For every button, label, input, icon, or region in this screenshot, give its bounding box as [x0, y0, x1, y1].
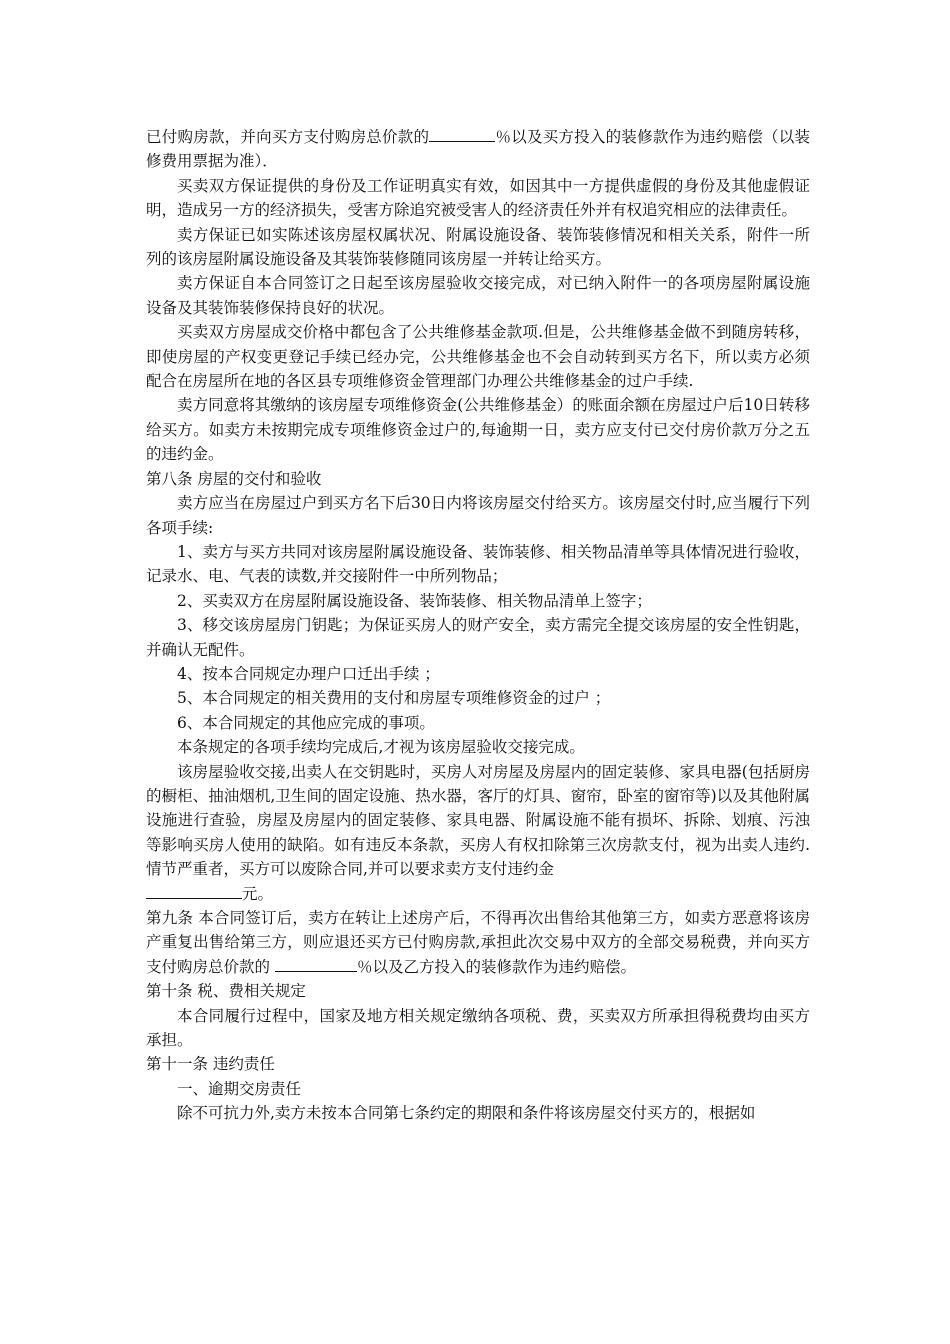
paragraph-maintenance-fund: 买卖双方房屋成交价格中都包含了公共维修基金款项.但是，公共维修基金做不到随房转移，即使房屋的产权变更登记手续已经办完，公共维修基金也不会自动转到买方名下，所以卖方必须配合在房屋所在地的各区县专项维修资金管理部门办理公共维修基金的过户手续.: [146, 323, 810, 391]
list-item-2: 2、买卖双方在房屋附属设施设备、装饰装修、相关物品清单上签字；: [177, 591, 652, 610]
article-9: 第九条 本合同签订后，卖方在转让上述房产后，不得再次出售给其他第三方，如卖方恶意将该房产重复出售给第三方，则应退还买方已付购房款,承担此次交易中双方的全部交易税费，并向买方支付购房总价款的 ％以及乙方投入的装修款作为违约赔偿。: [146, 909, 810, 976]
article-11-heading: 第十一条 违约责任: [146, 1055, 275, 1074]
list-item-4: 4、按本合同规定办理户口迁出手续 ；: [177, 664, 440, 683]
article-8-heading: 第八条 房屋的交付和验收: [146, 469, 322, 488]
subsection-late-delivery: 一、逾期交房责任: [177, 1079, 302, 1098]
paragraph-compensation: 已付购房款，并向买方支付购房总价款的 ％以及买方投入的装修款作为违约赔偿（以装修费用票据为准）．: [146, 125, 810, 174]
paragraph-delivery: 卖方应当在房屋过户到买方名下后30日内将该房屋交付给买方。该房屋交付时,应当履行下列各项手续:: [146, 494, 810, 537]
paragraph-maintenance-guarantee: 卖方保证自本合同签订之日起至该房屋验收交接完成，对已纳入附件一的各项房屋附属设施设备及其装饰装修保持良好的状况。: [146, 274, 810, 317]
paragraph-late-delivery: 除不可抗力外,卖方未按本合同第七条约定的期限和条件将该房屋交付买方的，根据如: [177, 1104, 756, 1123]
paragraph-seller-guarantee: 卖方保证已如实陈述该房屋权属状况、附属设施设备、装饰装修情况和相关关系，附件一所列的该房屋附属设施设备及其装饰装修随同该房屋一并转让给买方。: [146, 225, 810, 269]
list-item-1: 1、卖方与买方共同对该房屋附属设施设备、装饰装修、相关物品清单等具体情况进行验收，记录水、电、气表的读数,并交接附件一中所列物品；: [146, 542, 810, 586]
contract-page: [146, 125, 810, 1126]
paragraph-identity-guarantee: 买卖双方保证提供的身份及工作证明真实有效，如因其中一方提供虚假的身份及其他虚假证明，造成另一方的经济损失，受害方除追究被受害人的经济责任外并有权追究相应的法律责任。: [146, 176, 810, 220]
paragraph-completion: 本条规定的各项手续均完成后,才视为该房屋验收交接完成。: [177, 738, 585, 757]
list-item-5: 5、本合同规定的相关费用的支付和房屋专项维修资金的过户 ；: [177, 689, 611, 708]
list-item-6: 6、本合同规定的其他应完成的事项。: [177, 713, 435, 732]
paragraph-inspection: 该房屋验收交接,出卖人在交钥匙时，买房人对房屋及房屋内的固定装修、家具电器(包括厨房的橱柜、抽油烟机,卫生间的固定设施、热水器，客厅的灯具、窗帘，卧室的窗帘等)以及其他附属设施进行查验，房屋及房屋内的固定装修、家具电器、附属设施不能有损坏、拆除、划痕、污浊等影响买房人使用的缺陷。如有违反本条款，买房人有权扣除第三次房款支付，视为出卖人违约.情节严重者，买方可以废除合同,并可以要求卖方支付违约金: [146, 762, 810, 879]
amount-blank: [146, 882, 242, 899]
article-10-heading: 第十条 税、费相关规定: [146, 982, 306, 1001]
percent-blank-2: [275, 955, 357, 972]
paragraph-penalty-amount: 元。: [146, 882, 810, 906]
paragraph-fund-transfer: 卖方同意将其缴纳的该房屋专项维修资金(公共维修基金）的账面余额在房屋过户后10日转移给买方。如卖方未按期完成专项维修资金过户的,每逾期一日，卖方应支付已交付房价款万分之五的违约金。: [146, 396, 810, 464]
paragraph-taxes: 本合同履行过程中，国家及地方相关规定缴纳各项税、费，买卖双方所承担得税费均由买方承担。: [146, 1006, 810, 1050]
list-item-3: 3、移交该房屋房门钥匙；为保证买房人的财产安全，卖方需完全提交该房屋的安全性钥匙，并确认无配件。: [146, 616, 810, 659]
percent-blank: [429, 125, 495, 142]
